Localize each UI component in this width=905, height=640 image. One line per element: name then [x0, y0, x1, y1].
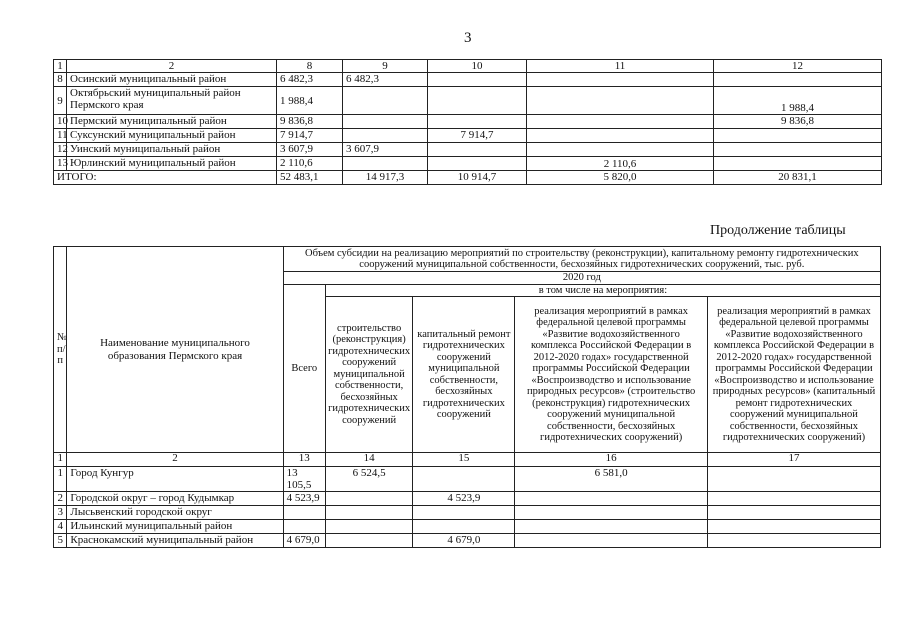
cell-c10 — [428, 87, 527, 115]
cell-c8: 9 836,8 — [277, 115, 343, 129]
row-number: 3 — [54, 506, 67, 520]
cell-c16: 6 581,0 — [515, 467, 708, 492]
continuation-label: Продолжение таблицы — [710, 223, 846, 238]
table-row — [54, 492, 881, 506]
table-row — [54, 143, 882, 157]
cell-c16 — [515, 534, 708, 548]
row-name: Краснокамский муниципальный район — [67, 534, 283, 548]
col-num: 16 — [515, 453, 708, 467]
header-cell: 9 — [343, 60, 428, 73]
table-row — [54, 534, 881, 548]
cell-c11 — [527, 87, 714, 115]
cell-c17 — [707, 467, 880, 492]
table-continuation — [53, 246, 881, 548]
row-number: 13 — [54, 157, 67, 171]
cell-c14 — [325, 534, 413, 548]
cell-c12 — [714, 129, 882, 143]
cell-c13 — [283, 520, 325, 534]
cell-c17 — [707, 506, 880, 520]
cell-c9 — [343, 129, 428, 143]
col-num: 15 — [413, 453, 515, 467]
cell-c8: 3 607,9 — [277, 143, 343, 157]
cell-c11 — [527, 73, 714, 87]
cell-c14: 6 524,5 — [325, 467, 413, 492]
table-row — [54, 520, 881, 534]
cell-c16 — [515, 506, 708, 520]
cell-c14 — [325, 520, 413, 534]
cell-c16 — [515, 520, 708, 534]
cell-c13: 13 105,5 — [283, 467, 325, 492]
cell-c11: 2 110,6 — [527, 157, 714, 171]
cell-c15 — [413, 520, 515, 534]
cell-c9 — [343, 157, 428, 171]
col-number-header: № п/п — [54, 247, 67, 453]
row-name: Уинский муниципальный район — [67, 143, 277, 157]
row-name: Осинский муниципальный район — [67, 73, 277, 87]
cell-c8: 1 988,4 — [277, 87, 343, 115]
sub-header-16: реализация мероприятий в рамках федеральной целевой программы «Развитие водохозяйственного комплекса Российской Федерации в 2012-2020 годах» государственной программы Российской Федерации «Воспроизводство и использование природных ресурсов» (строительство (реконструкция) гидротехнических сооружений муниципальной собственности, бесхозяйных гидротехнических сооружений) — [515, 297, 708, 453]
row-number: 9 — [54, 87, 67, 115]
cell-c10 — [428, 115, 527, 129]
cell-c15 — [413, 467, 515, 492]
row-name: Октябрьский муниципальный район Пермского края — [67, 87, 277, 115]
table-row — [54, 157, 882, 171]
cell-c11 — [527, 129, 714, 143]
page-number: 3 — [464, 30, 472, 46]
cell-c13: 4 523,9 — [283, 492, 325, 506]
cell-c12 — [714, 73, 882, 87]
cell-c15: 4 523,9 — [413, 492, 515, 506]
table-row — [54, 87, 882, 115]
row-number: 4 — [54, 520, 67, 534]
row-name: Городской округ – город Кудымкар — [67, 492, 283, 506]
col-total-header: Всего — [283, 284, 325, 453]
cell-c8: 6 482,3 — [277, 73, 343, 87]
table-row — [54, 129, 882, 143]
sub-header-17: реализация мероприятий в рамках федеральной целевой программы «Развитие водохозяйственного комплекса Российской Федерации в 2012-2020 годах» государственной программы Российской Федерации «Воспроизводство и использование природных ресурсов» (капитальный ремонт гидротехнических сооружений муниципальной собственности, бесхозяйных гидротехнических сооружений) — [707, 297, 880, 453]
table-row — [54, 73, 882, 87]
cell-c9 — [343, 115, 428, 129]
cell-c10 — [428, 157, 527, 171]
sub-header-14: строительство (реконструкция) гидротехнических сооружений муниципальной собственности, бесхозяйных гидротехнических сооружений — [325, 297, 413, 453]
table-row — [54, 115, 882, 129]
column-numbers-row — [54, 453, 881, 467]
cell-c10 — [428, 73, 527, 87]
cell-c9: 3 607,9 — [343, 143, 428, 157]
cell-c15: 4 679,0 — [413, 534, 515, 548]
cell-c9: 6 482,3 — [343, 73, 428, 87]
header-cell: 2 — [67, 60, 277, 73]
sub-header-15: капитальный ремонт гидротехнических сооружений муниципальной собственности, бесхозяйных гидротехнических сооружений — [413, 297, 515, 453]
header-cell: 10 — [428, 60, 527, 73]
cell-c17 — [707, 534, 880, 548]
cell-c13 — [283, 506, 325, 520]
cell-c17 — [707, 492, 880, 506]
cell-c11 — [527, 143, 714, 157]
table-top — [53, 59, 882, 185]
total-c9: 14 917,3 — [343, 171, 428, 185]
cell-c16 — [515, 492, 708, 506]
col-num: 17 — [707, 453, 880, 467]
cell-c11 — [527, 115, 714, 129]
row-name: Ильинский муниципальный район — [67, 520, 283, 534]
header-cell: 11 — [527, 60, 714, 73]
table-header-row — [54, 60, 882, 73]
cell-c9 — [343, 87, 428, 115]
cell-c14 — [325, 506, 413, 520]
incl-header: в том числе на мероприятия: — [325, 284, 880, 297]
cell-c12 — [714, 157, 882, 171]
cell-c12: 9 836,8 — [714, 115, 882, 129]
row-name: Юрлинский муниципальный район — [67, 157, 277, 171]
row-number: 11 — [54, 129, 67, 143]
cell-c14 — [325, 492, 413, 506]
cell-c12: 1 988,4 — [714, 87, 882, 115]
row-number: 1 — [54, 467, 67, 492]
row-name: Суксунский муниципальный район — [67, 129, 277, 143]
cell-c10: 7 914,7 — [428, 129, 527, 143]
cell-c12 — [714, 143, 882, 157]
group-header: Объем субсидии на реализацию мероприятий по строительству (реконструкции), капитальному ремонту гидротехнических сооружений муниципальной собственности, бесхозяйных гидротехнических сооружений, тыс. руб. — [283, 247, 880, 272]
row-number: 5 — [54, 534, 67, 548]
table-total-row — [54, 171, 882, 185]
cell-c13: 4 679,0 — [283, 534, 325, 548]
total-c10: 10 914,7 — [428, 171, 527, 185]
table-row — [54, 467, 881, 492]
total-c8: 52 483,1 — [277, 171, 343, 185]
total-c11: 5 820,0 — [527, 171, 714, 185]
row-number: 12 — [54, 143, 67, 157]
row-name: Лысьвенский городской округ — [67, 506, 283, 520]
year-header: 2020 год — [283, 272, 880, 285]
col-num: 2 — [67, 453, 283, 467]
group-header-row — [54, 247, 881, 272]
cell-c15 — [413, 506, 515, 520]
total-label: ИТОГО: — [54, 171, 277, 185]
cell-c8: 2 110,6 — [277, 157, 343, 171]
row-number: 8 — [54, 73, 67, 87]
row-name: Пермский муниципальный район — [67, 115, 277, 129]
cell-c8: 7 914,7 — [277, 129, 343, 143]
row-number: 2 — [54, 492, 67, 506]
row-name: Город Кунгур — [67, 467, 283, 492]
row-number: 10 — [54, 115, 67, 129]
col-num: 1 — [54, 453, 67, 467]
total-c12: 20 831,1 — [714, 171, 882, 185]
col-num: 14 — [325, 453, 413, 467]
cell-c10 — [428, 143, 527, 157]
col-name-header: Наименование муниципального образования Пермского края — [67, 247, 283, 453]
header-cell: 8 — [277, 60, 343, 73]
col-num: 13 — [283, 453, 325, 467]
header-cell: 1 — [54, 60, 67, 73]
cell-c17 — [707, 520, 880, 534]
header-cell: 12 — [714, 60, 882, 73]
table-row — [54, 506, 881, 520]
